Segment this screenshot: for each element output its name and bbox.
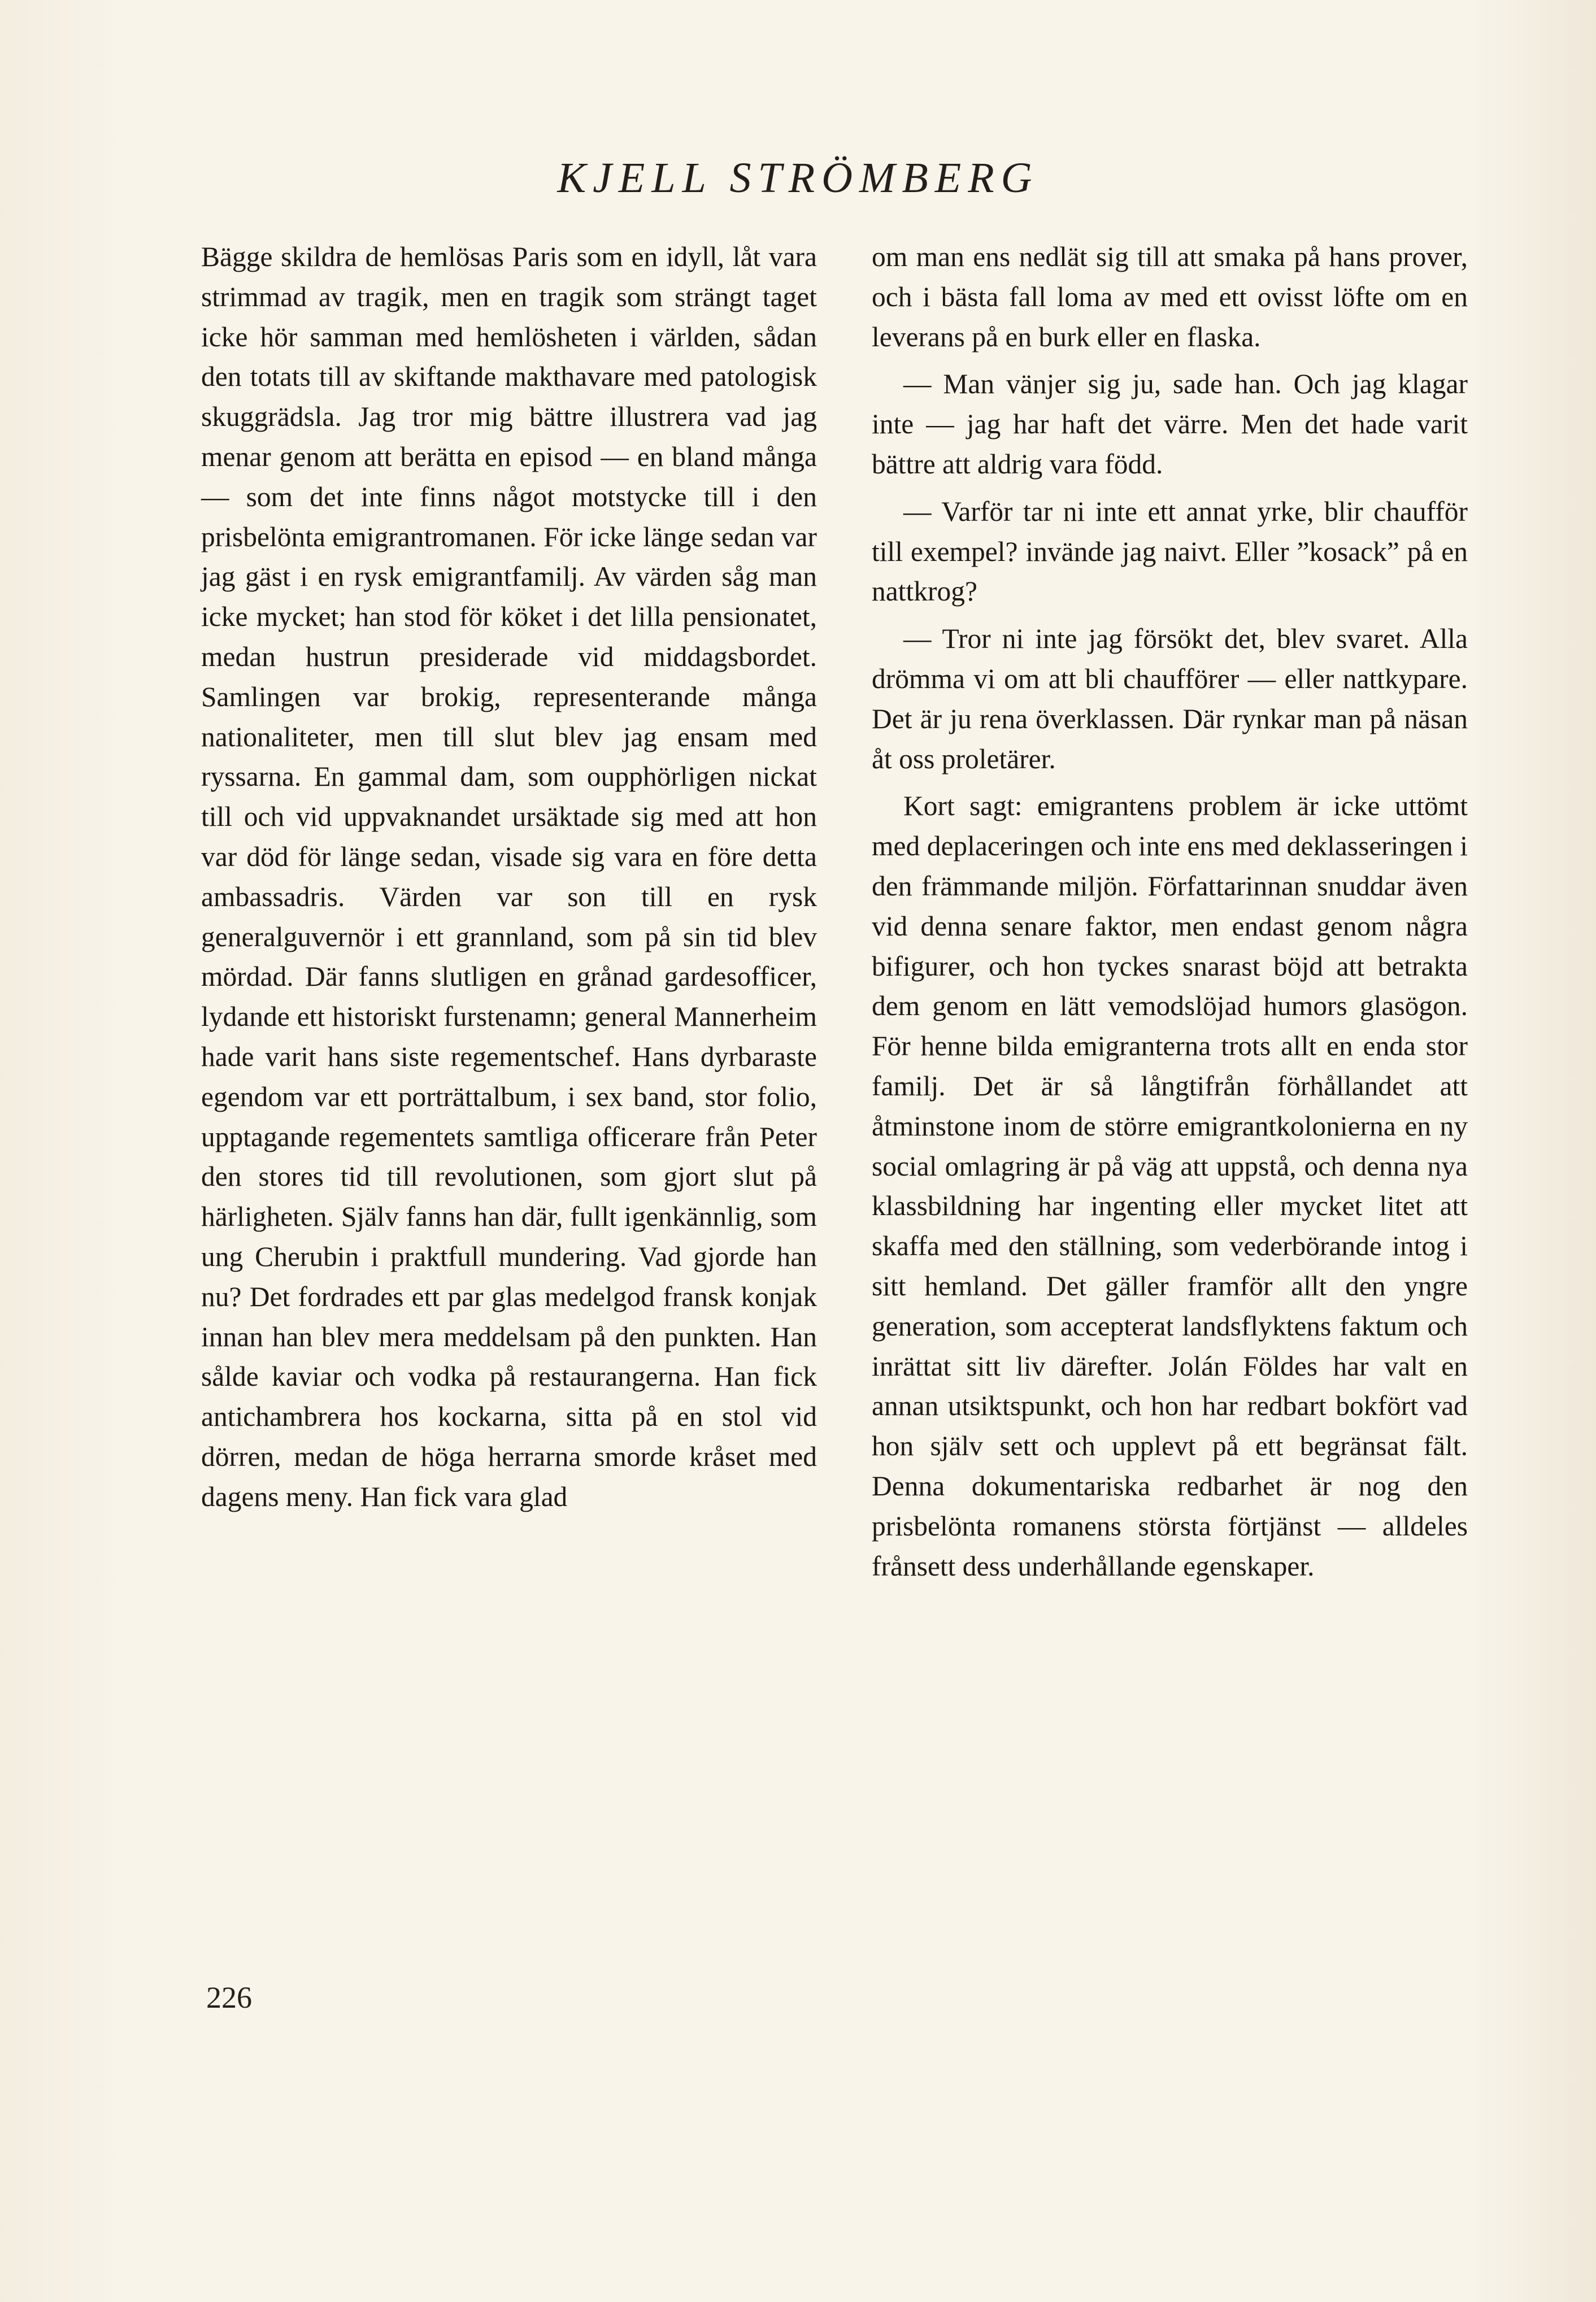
page-number: 226 bbox=[206, 1981, 252, 2014]
right-text-column bbox=[872, 237, 1468, 1586]
right-paragraph-2: — Man vänjer sig ju, sade han. Och jag klagar inte — jag har haft det värre. Men det hade varit bättre att aldrig vara född. bbox=[872, 368, 1468, 480]
left-text-column bbox=[201, 237, 817, 1517]
running-head: KJELL STRÖMBERG bbox=[557, 154, 1039, 202]
left-paragraph-1: Bägge skildra de hemlösas Paris som en idyll, låt vara strimmad av tragik, men en tragik som strängt taget icke hör samman med hemlösheten i världen, sådan den totats till av skiftande makthavare med patologisk skuggrädsla. Jag tror mig bättre illustrera vad jag menar genom att berätta en episod — en bland många — som det inte finns något motstycke till i den prisbelönta emigrantromanen. För icke länge sedan var jag gäst i en rysk emigrantfamilj. Av värden såg man icke mycket; han stod för köket i det lilla pensionatet, medan hustrun presiderade vid middagsbordet. Samlingen var brokig, representerande många nationaliteter, men till slut blev jag ensam med ryssarna. En gammal dam, som oupphörligen nickat till och vid uppvaknandet ursäktade sig med att hon var död för länge sedan, visade sig vara en före detta ambassadris. Värden var son till en rysk generalguvernör i ett grannland, som på sin tid blev mördad. Där fanns slutligen en grånad gardesofficer, lydande ett historiskt furstenamn; general Mannerheim hade varit hans siste regementschef. Hans dyrbaraste egendom var ett porträttalbum, i sex band, stor folio, upptagande regementets samtliga officerare från Peter den stores tid till revolutionen, som gjort slut på härligheten. Själv fanns han där, fullt igenkännlig, som ung Cherubin i praktfull mundering. Vad gjorde han nu? Det fordrades ett par glas medelgod fransk konjak innan han blev mera meddelsam på den punkten. Han sålde kaviar och vodka på restaurangerna. Han fick antichambrera hos kockarna, sitta på en stol vid dörren, medan de höga herrarna smorde kråset med dagens meny. Han fick vara glad bbox=[201, 241, 817, 1512]
right-paragraph-5: Kort sagt: emigrantens problem är icke uttömt med deplaceringen och inte ens med deklasseringen i den främmande miljön. Författarinnan snuddar även vid denna senare faktor, men endast genom några bifigurer, och hon tyckes snarast böjd att betrakta dem genom en lätt vemodslöjad humors glasögon. För henne bilda emigranterna trots allt en enda stor familj. Det är så långtifrån förhållandet att åtminstone inom de större emigrantkolonierna en ny social omlagring är på väg att uppstå, och denna nya klassbildning har ingenting eller mycket litet att skaffa med den ställning, som vederbörande intog i sitt hemland. Det gäller framför allt den yngre generation, som accepterat landsflyktens faktum och inrättat sitt liv därefter. Jolán Földes har valt en annan utsiktspunkt, och hon har redbart bokfört vad hon själv sett och upplevt på ett begränsat fält. Denna dokumentariska redbarhet är nog den prisbelönta romanens största förtjänst — alldeles frånsett dess underhållande egenskaper. bbox=[872, 790, 1468, 1582]
right-paragraph-1: om man ens nedlät sig till att smaka på hans prover, och i bästa fall loma av med ett ovisst löfte om en leverans på en burk eller en flaska. bbox=[872, 241, 1468, 353]
right-paragraph-3: — Varför tar ni inte ett annat yrke, blir chaufför till exempel? invände jag naivt. Eller ”kosack” på en nattkrog? bbox=[872, 495, 1468, 607]
right-paragraph-4: — Tror ni inte jag försökt det, blev svaret. Alla drömma vi om att bli chaufförer — eller nattkypare. Det är ju rena överklassen. Där rynkar man på näsan åt oss proletärer. bbox=[872, 623, 1468, 774]
